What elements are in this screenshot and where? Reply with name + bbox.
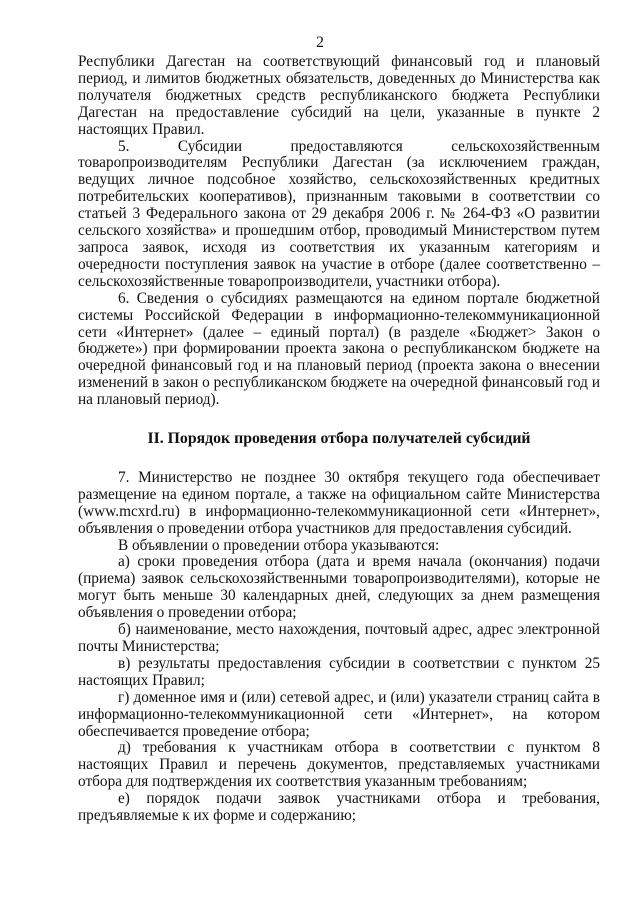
- paragraph-5: 5. Субсидии предоставляются сельскохозяйственным товаропроизводителям Республики Дагестан (за исключением граждан, ведущих личное подсобное хозяйство, сельскохозяйственных кредитных потребительских кооперативов), признанным таковыми в соответствии со статьей 3 Федерального закона от 29 декабря 2006 г. № 264-ФЗ «О развитии сельского хозяйства» и прошедшим отбор, проводимый Министерством путем запроса заявок, исходя из соответствия их указанным категориям и очередности поступления заявок на участие в отборе (далее соответственно – сельскохозяйственные товаропроизводители, участники отбора).: [78, 137, 600, 290]
- list-item-v: в) результаты предоставления субсидии в соответствии с пунктом 25 настоящих Правил;: [78, 654, 600, 689]
- page-number: 2: [316, 34, 324, 51]
- section-heading: II. Порядок проведения отбора получателей субсидий: [147, 430, 531, 448]
- paragraph-7: 7. Министерство не позднее 30 октября текущего года обеспечивает размещение на едином портале, а также на официальном сайте Министерства (www.mcxrd.ru) в информационно-телекоммуникационной сети «Интернет», объявления о проведении отбора участников для предоставления субсидий.: [78, 468, 600, 537]
- list-item-a: а) сроки проведения отбора (дата и время начала (окончания) подачи (приема) заявок сельскохозяйственными товаропроизводителями), которые не могут быть меньше 30 календарных дней, следующих за днем размещения объявления о проведении отбора;: [78, 553, 600, 622]
- list-item-d: д) требования к участникам отбора в соответствии с пунктом 8 настоящих Правил и перечень документов, представляемых участниками отбора для подтверждения их соответствия указанным требованиям;: [78, 739, 600, 791]
- paragraph-6: 6. Сведения о субсидиях размещаются на едином портале бюджетной системы Российской Федерации в информационно-телекоммуникационной сети «Интернет» (далее – единый портал) (в разделе «Бюджет> Закон о бюджете») при формировании проекта закона о республиканском бюджете на очередной финансовый год и на плановый период (проекта закона о внесении изменений в закон о республиканском бюджете на очередной финансовый год и на плановый период).: [78, 289, 600, 409]
- list-item-g: г) доменное имя и (или) сетевой адрес, и (или) указатели страниц сайта в информационно-телекоммуникационной сети «Интернет», на котором обеспечивается проведение отбора;: [78, 688, 600, 740]
- list-item-e: е) порядок подачи заявок участниками отбора и требования, предъявляемые к их форме и содержанию;: [78, 790, 600, 825]
- list-item-b: б) наименование, место нахождения, почтовый адрес, адрес электронной почты Министерства;: [78, 621, 600, 655]
- announcement-intro: В объявлении о проведении отбора указываются:: [118, 536, 440, 554]
- paragraph-continuation: Республики Дагестан на соответствующий финансовый год и плановый период, и лимитов бюджетных обязательств, доведенных до Министерства как получателя бюджетных средств республиканского бюджета Республики Дагестан на предоставление субсидий на цели, указанные в пункте 2 настоящих Правил.: [78, 53, 600, 138]
- document-body: [78, 54, 600, 825]
